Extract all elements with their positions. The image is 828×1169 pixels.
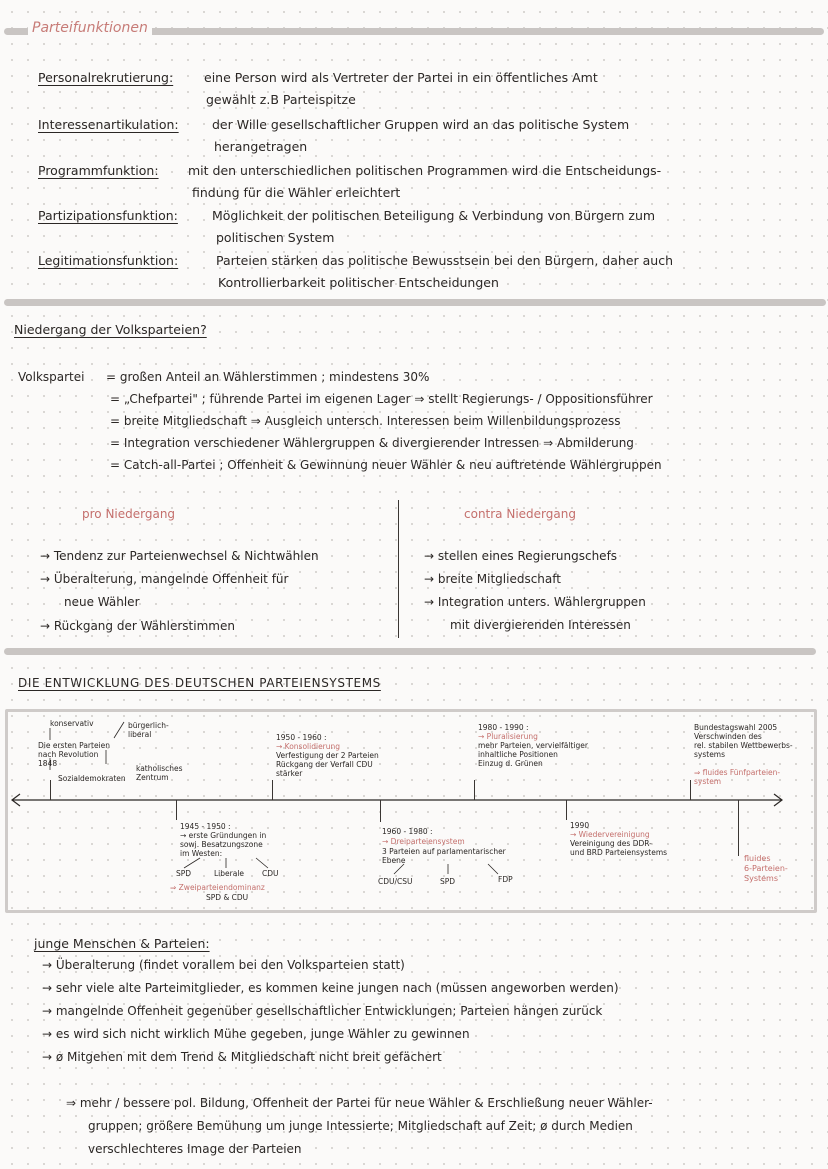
event-1945-text: → erste Gründungen in sowj. Besatzungszone im Westen: bbox=[180, 831, 267, 858]
label-buergerlich-liberal: bürgerlich- liberal bbox=[128, 721, 169, 739]
junge-line-5: → ø Mitgehen mit dem Trend & Mitgliedschaft nicht breit gefächert bbox=[42, 1050, 442, 1064]
def-partizipationsfunktion-l2: politischen System bbox=[216, 230, 335, 245]
tick-1945 bbox=[176, 800, 177, 820]
timeline-axis bbox=[0, 790, 828, 810]
section-title-niedergang: Niedergang der Volksparteien? bbox=[14, 322, 207, 337]
junge-line-4: → es wird sich nicht wirklich Mühe gegeben, junge Wähler zu gewinnen bbox=[42, 1027, 470, 1041]
tick-1960 bbox=[380, 800, 381, 822]
tick-1950 bbox=[272, 780, 273, 800]
pro-item-1: → Tendenz zur Parteienwechsel & Nichtwählen bbox=[40, 549, 319, 563]
tick-1990 bbox=[566, 800, 567, 820]
event-1980-text: mehr Parteien, vervielfältiger inhaltliche Positionen Einzug d. Grünen bbox=[478, 741, 588, 768]
term-personalrekrutierung: Personalrekrutierung: bbox=[38, 70, 174, 85]
divider-bar-1 bbox=[4, 299, 826, 306]
event-1980-rose: → Pluralisierung bbox=[478, 732, 538, 741]
volkspartei-label: Volkspartei bbox=[18, 370, 85, 384]
pro-item-3: → Rückgang der Wählerstimmen bbox=[40, 619, 235, 633]
event-1980-title: 1980 - 1990 : bbox=[478, 723, 529, 732]
def-legitimationsfunktion-l2: Kontrollierbarkeit politischer Entscheidungen bbox=[218, 275, 499, 290]
junge-line-2: → sehr viele alte Parteimitglieder, es kommen keine jungen nach (müssen angeworben werden) bbox=[42, 981, 619, 995]
label-revolution: Die ersten Parteien nach Revolution 1848 bbox=[38, 741, 111, 768]
event-1960-spd: SPD bbox=[440, 877, 456, 886]
event-1960-text: 3 Parteien auf parlamentarischer Ebene bbox=[382, 847, 506, 865]
pro-title: pro Niedergang bbox=[82, 507, 176, 521]
event-1945-liberale: Liberale bbox=[214, 869, 245, 878]
conclusion-line-1: ⇒ mehr / bessere pol. Bildung, Offenheit der Partei für neue Wähler & Erschließung neuer Wähler- bbox=[66, 1096, 653, 1110]
volkspartei-def-2: = „Chefpartei" ; führende Partei im eigenen Lager ⇒ stellt Regierungs- / Oppositionsführer bbox=[110, 392, 653, 406]
event-1945-cdu: CDU bbox=[262, 869, 279, 878]
term-partizipationsfunktion: Partizipationsfunktion: bbox=[38, 208, 178, 223]
conclusion-line-3: verschlechteres Image der Parteien bbox=[88, 1142, 302, 1156]
event-1945-title: 1945 - 1950 : bbox=[180, 822, 231, 831]
event-1950-text: Verfestigung der 2 Parteien Rückgang der Verfall CDU stärker bbox=[276, 751, 379, 778]
def-interessenartikulation-l2: herangetragen bbox=[214, 139, 308, 154]
event-2005-text: Verschwinden des rel. stabilen Wettbewerbs- systems bbox=[694, 732, 793, 759]
conclusion-line-2: gruppen; größere Bemühung um junge Intessierte; Mitgliedschaft auf Zeit; ø durch Medien bbox=[88, 1119, 633, 1133]
event-1960-cducsu: CDU/CSU bbox=[378, 877, 413, 886]
event-2005-title: Bundestagswahl 2005 bbox=[694, 723, 778, 732]
event-1960-fdp: FDP bbox=[498, 875, 513, 884]
event-1945-spd: SPD bbox=[176, 869, 192, 878]
contra-item-3: → Integration unters. Wählergruppen bbox=[424, 595, 646, 609]
event-1960-rose: → Dreiparteiensystem bbox=[382, 837, 465, 846]
junge-line-3: → mangelnde Offenheit gegenüber gesellschaftlicher Entwicklungen; Parteien hängen zurück bbox=[42, 1004, 603, 1018]
event-2005-rose: ⇒ fluides Fünfparteien- system bbox=[694, 768, 781, 786]
contra-item-1: → stellen eines Regierungschefs bbox=[424, 549, 618, 563]
def-programmfunktion-l2: findung für die Wähler erleichtert bbox=[192, 185, 401, 200]
pro-item-2-cont: neue Wähler bbox=[64, 595, 140, 609]
divider-bar-2 bbox=[4, 648, 816, 655]
def-legitimationsfunktion-l1: Parteien stärken das politische Bewusstsein bei den Bürgern, daher auch bbox=[216, 253, 674, 268]
volkspartei-def-4: = Integration verschiedener Wählergruppen & divergierender Intressen ⇒ Abmilderung bbox=[110, 436, 634, 450]
event-1950-rose: → Konsolidierung bbox=[276, 742, 341, 751]
page-title: Parteifunktionen bbox=[28, 20, 152, 36]
volkspartei-def-1: = großen Anteil an Wählerstimmen ; mindestens 30% bbox=[106, 370, 430, 384]
def-interessenartikulation-l1: der Wille gesellschaftlicher Gruppen wird an das politische System bbox=[212, 117, 630, 132]
term-legitimationsfunktion: Legitimationsfunktion: bbox=[38, 253, 179, 268]
pro-contra-divider bbox=[398, 500, 399, 638]
def-personalrekrutierung-l2: gewählt z.B Parteispitze bbox=[206, 92, 356, 107]
contra-item-2: → breite Mitgliedschaft bbox=[424, 572, 561, 586]
section-title-entwicklung: DIE ENTWICKLUNG DES DEUTSCHEN PARTEIENSYSTEMS bbox=[18, 676, 381, 690]
def-partizipationsfunktion-l1: Möglichkeit der politischen Beteiligung & Verbindung von Bürgern zum bbox=[212, 208, 656, 223]
contra-title: contra Niedergang bbox=[464, 507, 576, 521]
def-programmfunktion-l1: mit den unterschiedlichen politischen Programmen wird die Entscheidungs- bbox=[188, 163, 662, 178]
event-1945-rose: ⇒ Zweiparteiendominanz bbox=[170, 883, 265, 892]
term-programmfunktion: Programmfunktion: bbox=[38, 163, 159, 178]
volkspartei-def-5: = Catch-all-Partei ; Offenheit & Gewinnung neuer Wähler & neu auftretende Wählergruppen bbox=[110, 458, 662, 472]
junge-line-1: → Überalterung (findet vorallem bei den Volksparteien statt) bbox=[42, 958, 405, 972]
label-katholisches-zentrum: katholisches Zentrum bbox=[136, 764, 183, 782]
volkspartei-def-3: = breite Mitgliedschaft ⇒ Ausgleich untersch. Interessen beim Willenbildungsprozess bbox=[110, 414, 621, 428]
contra-item-3-cont: mit divergierenden Interessen bbox=[450, 618, 631, 632]
tick-2005 bbox=[690, 780, 691, 800]
event-1960-title: 1960 - 1980 : bbox=[382, 827, 433, 836]
term-interessenartikulation: Interessenartikulation: bbox=[38, 117, 179, 132]
event-1945-sub: SPD & CDU bbox=[206, 893, 249, 902]
fluides-label: fluides 6-Parteien- Systems bbox=[744, 854, 788, 883]
def-personalrekrutierung-l1: eine Person wird als Vertreter der Partei in ein öffentliches Amt bbox=[204, 70, 598, 85]
event-1990-text: Vereinigung des DDR- und BRD Parteiensystems bbox=[570, 839, 668, 857]
event-1990-title: 1990 bbox=[570, 821, 590, 830]
tick-fluides bbox=[738, 800, 739, 856]
section-title-junge-menschen: junge Menschen & Parteien: bbox=[34, 936, 210, 951]
pro-item-2: → Überalterung, mangelnde Offenheit für bbox=[40, 572, 289, 586]
label-konservativ: konservativ bbox=[50, 719, 94, 728]
event-1990-rose: → Wiedervereinigung bbox=[570, 830, 650, 839]
label-sozialdemokraten: Sozialdemokraten bbox=[58, 774, 126, 783]
tick-1980 bbox=[474, 780, 475, 800]
event-1950-title: 1950 - 1960 : bbox=[276, 733, 327, 742]
